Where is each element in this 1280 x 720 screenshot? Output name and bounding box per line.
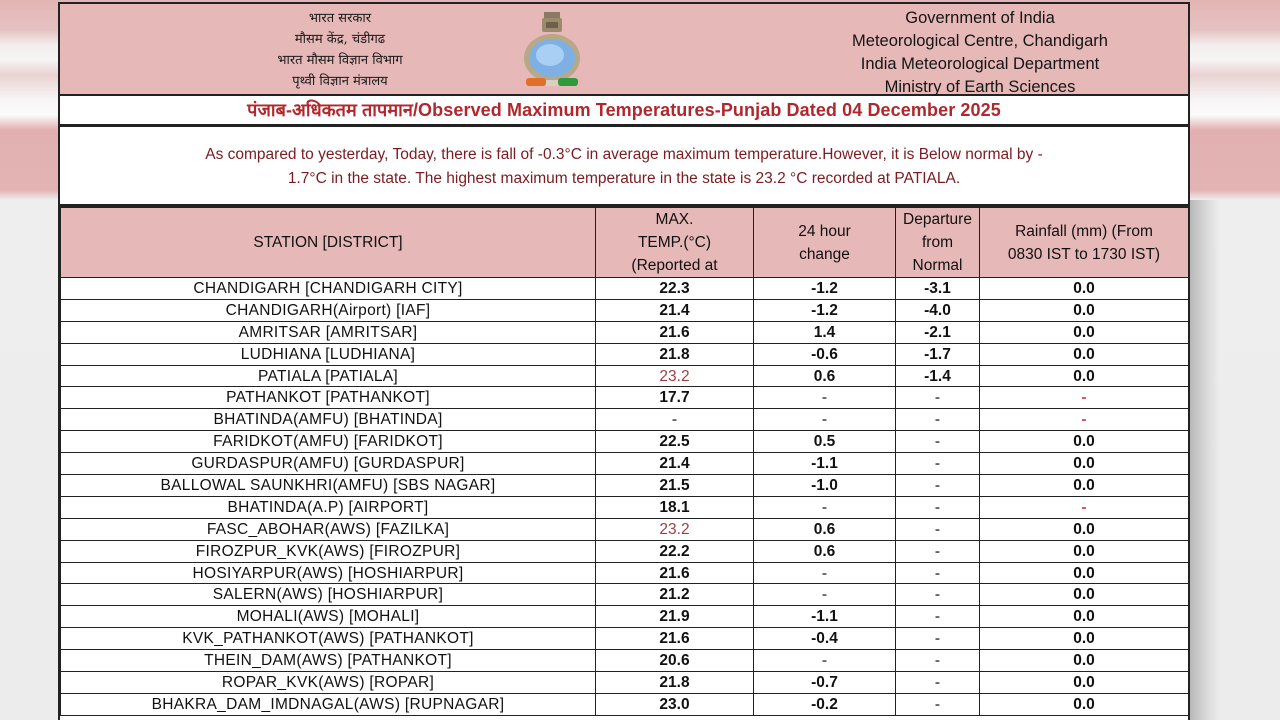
report-title: पंजाब-अधिकतम तापमान/Observed Maximum Temperatures-Punjab Dated 04 December 2025	[60, 96, 1188, 127]
station-cell: BHATINDA(A.P) [AIRPORT]	[61, 496, 596, 518]
max-temp-cell: 22.5	[596, 431, 754, 453]
rainfall-cell: 0.0	[980, 693, 1189, 715]
departure-cell: -	[896, 693, 980, 715]
change-24h-cell: -1.1	[754, 606, 896, 628]
station-cell: CHANDIGARH [CHANDIGARH CITY]	[61, 278, 596, 300]
rainfall-cell: 0.0	[980, 584, 1189, 606]
rainfall-cell: 0.0	[980, 672, 1189, 694]
background-shadow	[1190, 200, 1220, 720]
english-line: Ministry of Earth Sciences	[884, 78, 1076, 96]
table-row	[61, 672, 1189, 694]
rainfall-cell: 0.0	[980, 628, 1189, 650]
station-cell: SALERN(AWS) [HOSHIARPUR]	[61, 584, 596, 606]
column-header-24h-change[interactable]: 24 hour change	[754, 208, 896, 278]
column-header-station[interactable]: STATION [DISTRICT]	[61, 208, 596, 278]
station-cell: BHAKRA_DAM_IMDNAGAL(AWS) [RUPNAGAR]	[61, 693, 596, 715]
hindi-line: भारत मौसम विज्ञान विभाग	[277, 53, 403, 68]
table-row	[61, 299, 1189, 321]
max-temp-cell: 21.5	[596, 475, 754, 497]
change-24h-cell: 0.6	[754, 365, 896, 387]
station-cell: LUDHIANA [LUDHIANA]	[61, 343, 596, 365]
change-24h-cell: -0.6	[754, 343, 896, 365]
change-24h-cell: -1.2	[754, 278, 896, 300]
temperature-table	[60, 207, 1189, 716]
station-cell: CHANDIGARH(Airport) [IAF]	[61, 299, 596, 321]
rainfall-cell: 0.0	[980, 518, 1189, 540]
column-header-departure[interactable]: Departure from Normal	[896, 208, 980, 278]
departure-cell: -	[896, 475, 980, 497]
departure-cell: -	[896, 650, 980, 672]
departure-cell: -	[896, 387, 980, 409]
hindi-org-block	[210, 8, 470, 92]
table-header-row	[61, 208, 1189, 278]
max-temp-cell: 21.6	[596, 628, 754, 650]
change-24h-cell: -0.4	[754, 628, 896, 650]
rainfall-cell: 0.0	[980, 365, 1189, 387]
table-row	[61, 496, 1189, 518]
station-cell: FIROZPUR_KVK(AWS) [FIROZPUR]	[61, 540, 596, 562]
departure-cell: -	[896, 606, 980, 628]
max-temp-cell: 20.6	[596, 650, 754, 672]
station-cell: PATIALA [PATIALA]	[61, 365, 596, 387]
station-cell: ROPAR_KVK(AWS) [ROPAR]	[61, 672, 596, 694]
max-temp-cell: 23.2	[596, 518, 754, 540]
english-line: Government of India	[905, 9, 1055, 27]
change-24h-cell: -1.1	[754, 453, 896, 475]
table-row	[61, 343, 1189, 365]
english-org-block	[780, 7, 1180, 99]
change-24h-cell: 1.4	[754, 321, 896, 343]
summary-line: 1.7°C in the state. The highest maximum temperature in the state is 23.2 °C recorded at PATIALA.	[287, 170, 961, 187]
rainfall-cell: 0.0	[980, 321, 1189, 343]
table-row	[61, 693, 1189, 715]
station-cell: KVK_PATHANKOT(AWS) [PATHANKOT]	[61, 628, 596, 650]
table-row	[61, 562, 1189, 584]
departure-cell: -2.1	[896, 321, 980, 343]
table-row	[61, 431, 1189, 453]
table-row	[61, 606, 1189, 628]
rainfall-cell: 0.0	[980, 650, 1189, 672]
departure-cell: -	[896, 453, 980, 475]
rainfall-cell: 0.0	[980, 540, 1189, 562]
english-line: India Meteorological Department	[860, 55, 1100, 73]
change-24h-cell: 0.6	[754, 518, 896, 540]
rainfall-cell: 0.0	[980, 299, 1189, 321]
max-temp-cell: 21.8	[596, 672, 754, 694]
table-row	[61, 584, 1189, 606]
departure-cell: -	[896, 431, 980, 453]
departure-cell: -1.7	[896, 343, 980, 365]
station-cell: HOSIYARPUR(AWS) [HOSHIARPUR]	[61, 562, 596, 584]
departure-cell: -	[896, 540, 980, 562]
max-temp-cell: 23.2	[596, 365, 754, 387]
table-row	[61, 409, 1189, 431]
hindi-line: भारत सरकार	[308, 11, 372, 26]
table-row	[61, 650, 1189, 672]
station-cell: FARIDKOT(AMFU) [FARIDKOT]	[61, 431, 596, 453]
max-temp-cell: 21.6	[596, 562, 754, 584]
table-row	[61, 365, 1189, 387]
rainfall-cell: 0.0	[980, 606, 1189, 628]
change-24h-cell: -	[754, 387, 896, 409]
rainfall-cell: 0.0	[980, 431, 1189, 453]
max-temp-cell: 21.6	[596, 321, 754, 343]
table-row	[61, 518, 1189, 540]
rainfall-cell: 0.0	[980, 562, 1189, 584]
table-row	[61, 628, 1189, 650]
change-24h-cell: 0.5	[754, 431, 896, 453]
rainfall-cell: -	[980, 387, 1189, 409]
rainfall-cell: -	[980, 409, 1189, 431]
rainfall-cell: 0.0	[980, 453, 1189, 475]
table-row	[61, 453, 1189, 475]
column-header-rainfall[interactable]: Rainfall (mm) (From 0830 IST to 1730 IST)	[980, 208, 1189, 278]
change-24h-cell: -1.0	[754, 475, 896, 497]
max-temp-cell: 21.2	[596, 584, 754, 606]
station-cell: BHATINDA(AMFU) [BHATINDA]	[61, 409, 596, 431]
max-temp-cell: 21.8	[596, 343, 754, 365]
table-row	[61, 278, 1189, 300]
max-temp-cell: 21.4	[596, 299, 754, 321]
station-cell: THEIN_DAM(AWS) [PATHANKOT]	[61, 650, 596, 672]
report-header	[60, 4, 1188, 96]
change-24h-cell: -	[754, 650, 896, 672]
max-temp-cell: 22.2	[596, 540, 754, 562]
station-cell: GURDASPUR(AMFU) [GURDASPUR]	[61, 453, 596, 475]
departure-cell: -3.1	[896, 278, 980, 300]
change-24h-cell: -	[754, 496, 896, 518]
column-header-max-temp[interactable]: MAX. TEMP.(°C) (Reported at	[596, 208, 754, 278]
summary-text	[60, 127, 1188, 207]
departure-cell: -	[896, 584, 980, 606]
departure-cell: -1.4	[896, 365, 980, 387]
table-row	[61, 387, 1189, 409]
station-cell: BALLOWAL SAUNKHRI(AMFU) [SBS NAGAR]	[61, 475, 596, 497]
rainfall-cell: 0.0	[980, 475, 1189, 497]
english-line: Meteorological Centre, Chandigarh	[852, 32, 1108, 50]
max-temp-cell: 17.7	[596, 387, 754, 409]
departure-cell: -4.0	[896, 299, 980, 321]
rainfall-cell: 0.0	[980, 278, 1189, 300]
departure-cell: -	[896, 496, 980, 518]
change-24h-cell: -1.2	[754, 299, 896, 321]
departure-cell: -	[896, 409, 980, 431]
departure-cell: -	[896, 672, 980, 694]
departure-cell: -	[896, 628, 980, 650]
station-cell: FASC_ABOHAR(AWS) [FAZILKA]	[61, 518, 596, 540]
departure-cell: -	[896, 518, 980, 540]
max-temp-cell: 21.9	[596, 606, 754, 628]
table-row	[61, 540, 1189, 562]
rainfall-cell: -	[980, 496, 1189, 518]
table-row	[61, 321, 1189, 343]
change-24h-cell: -0.2	[754, 693, 896, 715]
max-temp-cell: -	[596, 409, 754, 431]
imd-emblem-icon	[520, 10, 584, 92]
max-temp-cell: 21.4	[596, 453, 754, 475]
change-24h-cell: 0.6	[754, 540, 896, 562]
station-cell: PATHANKOT [PATHANKOT]	[61, 387, 596, 409]
hindi-line: पृथ्वी विज्ञान मंत्रालय	[292, 74, 388, 89]
max-temp-cell: 18.1	[596, 496, 754, 518]
departure-cell: -	[896, 562, 980, 584]
change-24h-cell: -0.7	[754, 672, 896, 694]
change-24h-cell: -	[754, 584, 896, 606]
change-24h-cell: -	[754, 562, 896, 584]
table-body	[61, 278, 1189, 716]
max-temp-cell: 23.0	[596, 693, 754, 715]
hindi-line: मौसम केंद्र, चंडीगढ	[294, 32, 386, 47]
station-cell: MOHALI(AWS) [MOHALI]	[61, 606, 596, 628]
max-temp-cell: 22.3	[596, 278, 754, 300]
change-24h-cell: -	[754, 409, 896, 431]
temperature-report-sheet	[58, 2, 1190, 720]
table-row	[61, 475, 1189, 497]
summary-line: As compared to yesterday, Today, there is fall of -0.3°C in average maximum temperature.However, it is Below normal by -	[205, 146, 1043, 163]
station-cell: AMRITSAR [AMRITSAR]	[61, 321, 596, 343]
rainfall-cell: 0.0	[980, 343, 1189, 365]
